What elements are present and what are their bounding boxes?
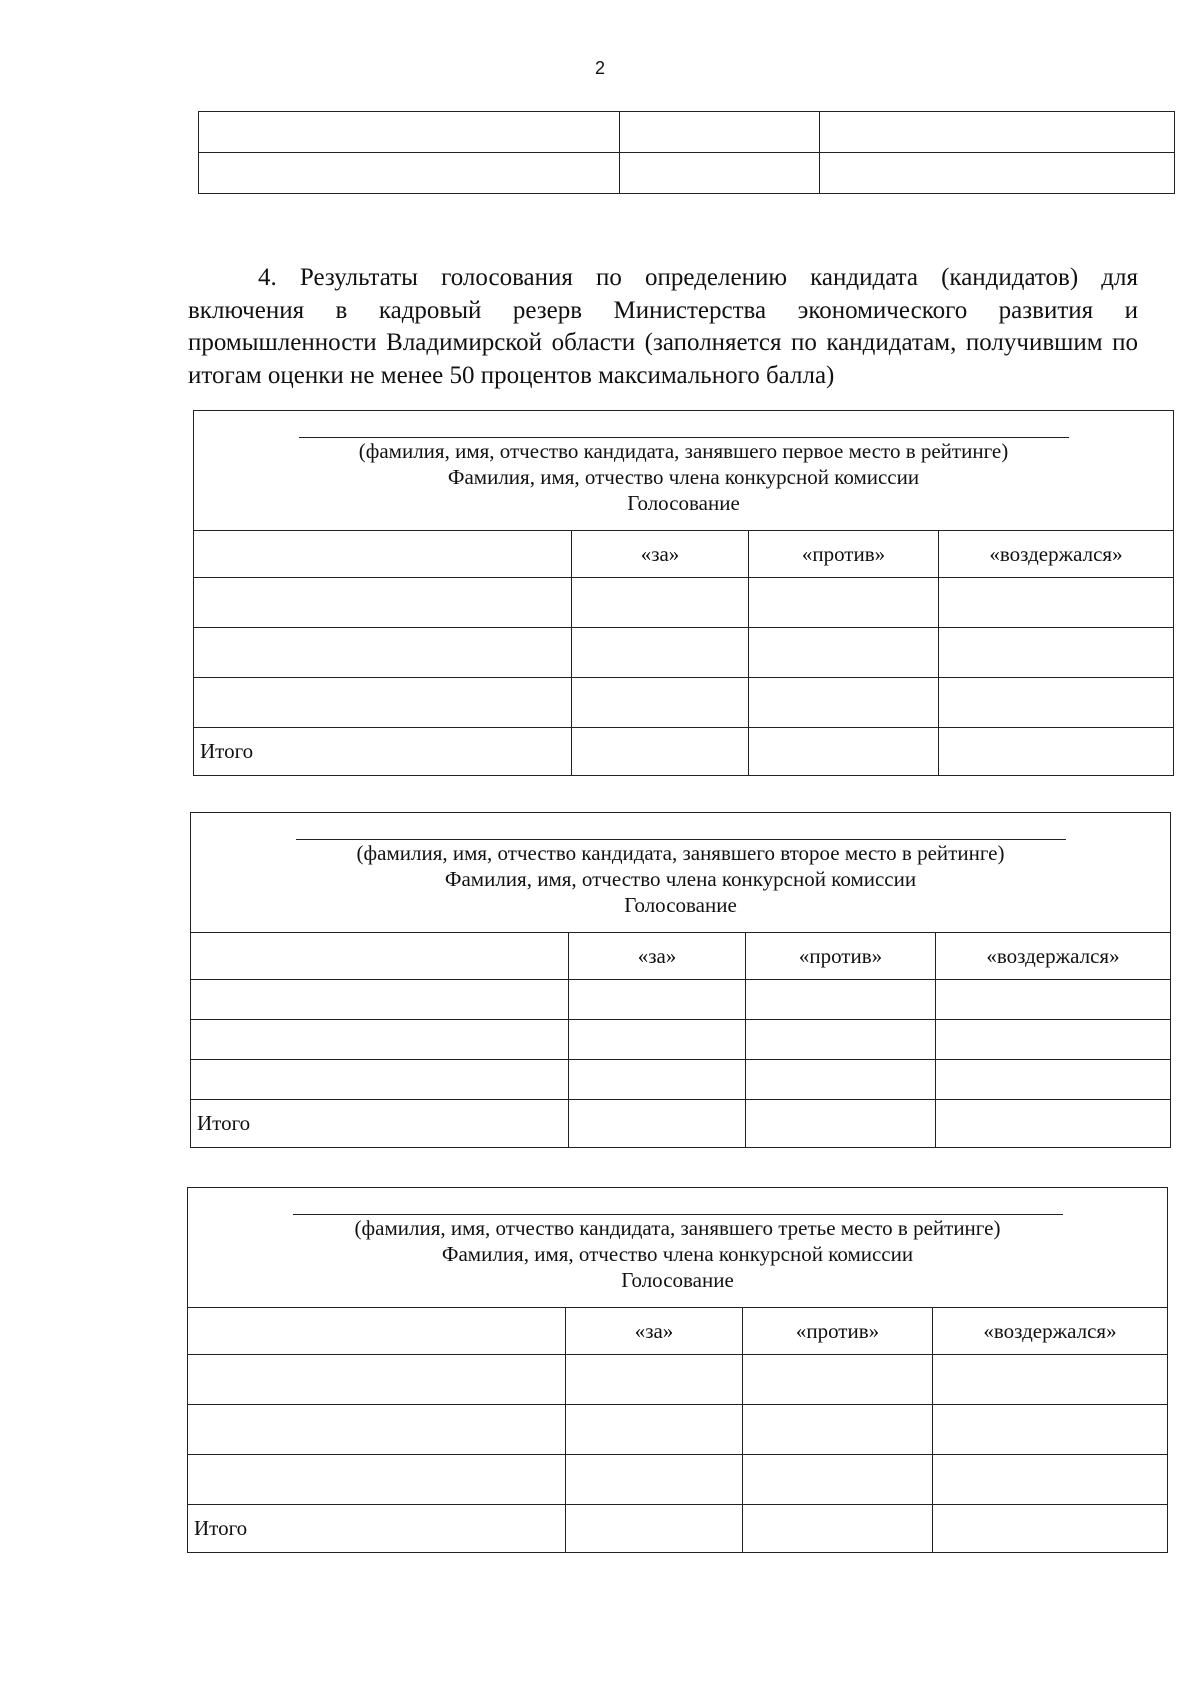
table-cell — [933, 1355, 1168, 1405]
table-cell — [188, 1355, 566, 1405]
table-cell — [194, 678, 572, 728]
table-row — [199, 153, 1175, 194]
table-cell — [936, 1060, 1171, 1100]
table-cell — [569, 1100, 746, 1148]
table-cell — [566, 1505, 743, 1553]
table-header-cell — [194, 411, 1174, 531]
table-cell — [194, 531, 572, 578]
table-header-cell — [191, 813, 1171, 933]
table-row — [191, 933, 1171, 980]
member-caption: Фамилия, имя, отчество члена конкурсной комиссии — [444, 867, 917, 891]
table-cell — [749, 728, 939, 776]
section-4-paragraph — [188, 262, 1138, 392]
table-cell — [620, 153, 820, 194]
candidate-caption: (фамилия, имя, отчество кандидата, занявшего третье место в рейтинге) — [354, 1216, 1001, 1240]
table-cell — [933, 1455, 1168, 1505]
page-number: 2 — [594, 58, 605, 78]
table-cell — [939, 678, 1174, 728]
candidate-caption: (фамилия, имя, отчество кандидата, занявшего первое место в рейтинге) — [358, 439, 1009, 463]
col-for-label: «за» — [569, 933, 746, 980]
table-cell — [936, 1020, 1171, 1060]
table-cell — [188, 1455, 566, 1505]
table-cell — [566, 1355, 743, 1405]
table-row — [188, 1308, 1168, 1355]
table-row — [188, 1405, 1168, 1455]
table-row — [194, 628, 1174, 678]
table-cell — [933, 1405, 1168, 1455]
table-cell — [569, 980, 746, 1020]
table-row — [194, 728, 1174, 776]
table-row — [191, 1020, 1171, 1060]
col-for-label: «за» — [566, 1308, 743, 1355]
table-cell — [746, 1100, 936, 1148]
section-4-text: 4. Результаты голосования по определению кандидата (кандидатов) для включения в кадровый резерв Министерства экономического развития и промышленности Владимирской области (заполняется по кандидатам, получившим по итогам оценки не менее 50 процентов максимального балла) — [188, 264, 1138, 389]
table-cell — [191, 1060, 569, 1100]
table-cell — [572, 678, 749, 728]
table-cell — [188, 1308, 566, 1355]
col-against-label: «против» — [743, 1308, 933, 1355]
table-row — [188, 1455, 1168, 1505]
table-row — [188, 1355, 1168, 1405]
vote-table-third-place — [187, 1187, 1168, 1553]
table-cell — [939, 578, 1174, 628]
vote-table-first-place — [193, 410, 1174, 776]
table-row — [191, 980, 1171, 1020]
table-cell — [572, 578, 749, 628]
table-cell — [191, 980, 569, 1020]
table-cell — [188, 1405, 566, 1455]
table-row — [191, 1060, 1171, 1100]
table-row — [191, 1100, 1171, 1148]
table-cell — [194, 628, 572, 678]
table-cell — [746, 1020, 936, 1060]
table-cell — [743, 1355, 933, 1405]
table-cell — [820, 153, 1175, 194]
col-against-label: «против» — [749, 531, 939, 578]
table-header-cell — [188, 1188, 1168, 1308]
table-cell — [569, 1020, 746, 1060]
voting-caption: Голосование — [624, 893, 737, 917]
table-cell — [572, 728, 749, 776]
table-row — [188, 1505, 1168, 1553]
total-label: Итого — [194, 728, 572, 776]
table-cell — [820, 112, 1175, 153]
candidate-caption: (фамилия, имя, отчество кандидата, занявшего второе место в рейтинге) — [356, 841, 1005, 865]
vote-table-second-place — [190, 812, 1171, 1148]
member-caption: Фамилия, имя, отчество члена конкурсной комиссии — [441, 1242, 914, 1266]
table-cell — [743, 1505, 933, 1553]
table-cell — [746, 1060, 936, 1100]
table-cell — [939, 628, 1174, 678]
table-cell — [191, 1020, 569, 1060]
table-cell — [566, 1455, 743, 1505]
table-cell — [749, 628, 939, 678]
table-cell — [743, 1405, 933, 1455]
table-cell — [191, 933, 569, 980]
col-abstain-label: «воздержался» — [933, 1308, 1168, 1355]
table-row — [194, 678, 1174, 728]
table-cell — [566, 1405, 743, 1455]
table-row — [194, 531, 1174, 578]
voting-caption: Голосование — [627, 491, 740, 515]
voting-caption: Голосование — [621, 1268, 734, 1292]
table-cell — [749, 578, 939, 628]
total-label: Итого — [191, 1100, 569, 1148]
table-cell — [620, 112, 820, 153]
table-cell — [936, 1100, 1171, 1148]
table-row — [194, 578, 1174, 628]
table-cell — [199, 153, 620, 194]
col-abstain-label: «воздержался» — [939, 531, 1174, 578]
table-header-row — [191, 813, 1171, 933]
table-cell — [749, 678, 939, 728]
table-header-row — [188, 1188, 1168, 1308]
table-cell — [746, 980, 936, 1020]
table-cell — [572, 628, 749, 678]
table-cell — [936, 980, 1171, 1020]
member-caption: Фамилия, имя, отчество члена конкурсной комиссии — [447, 465, 920, 489]
col-against-label: «против» — [746, 933, 936, 980]
table-cell — [569, 1060, 746, 1100]
col-abstain-label: «воздержался» — [936, 933, 1171, 980]
table-cell — [933, 1505, 1168, 1553]
table-cell — [199, 112, 620, 153]
table-cell — [743, 1455, 933, 1505]
table-row — [199, 112, 1175, 153]
col-for-label: «за» — [572, 531, 749, 578]
total-label: Итого — [188, 1505, 566, 1553]
table-cell — [194, 578, 572, 628]
table-header-row — [194, 411, 1174, 531]
table-cell — [939, 728, 1174, 776]
continued-table — [198, 111, 1175, 194]
